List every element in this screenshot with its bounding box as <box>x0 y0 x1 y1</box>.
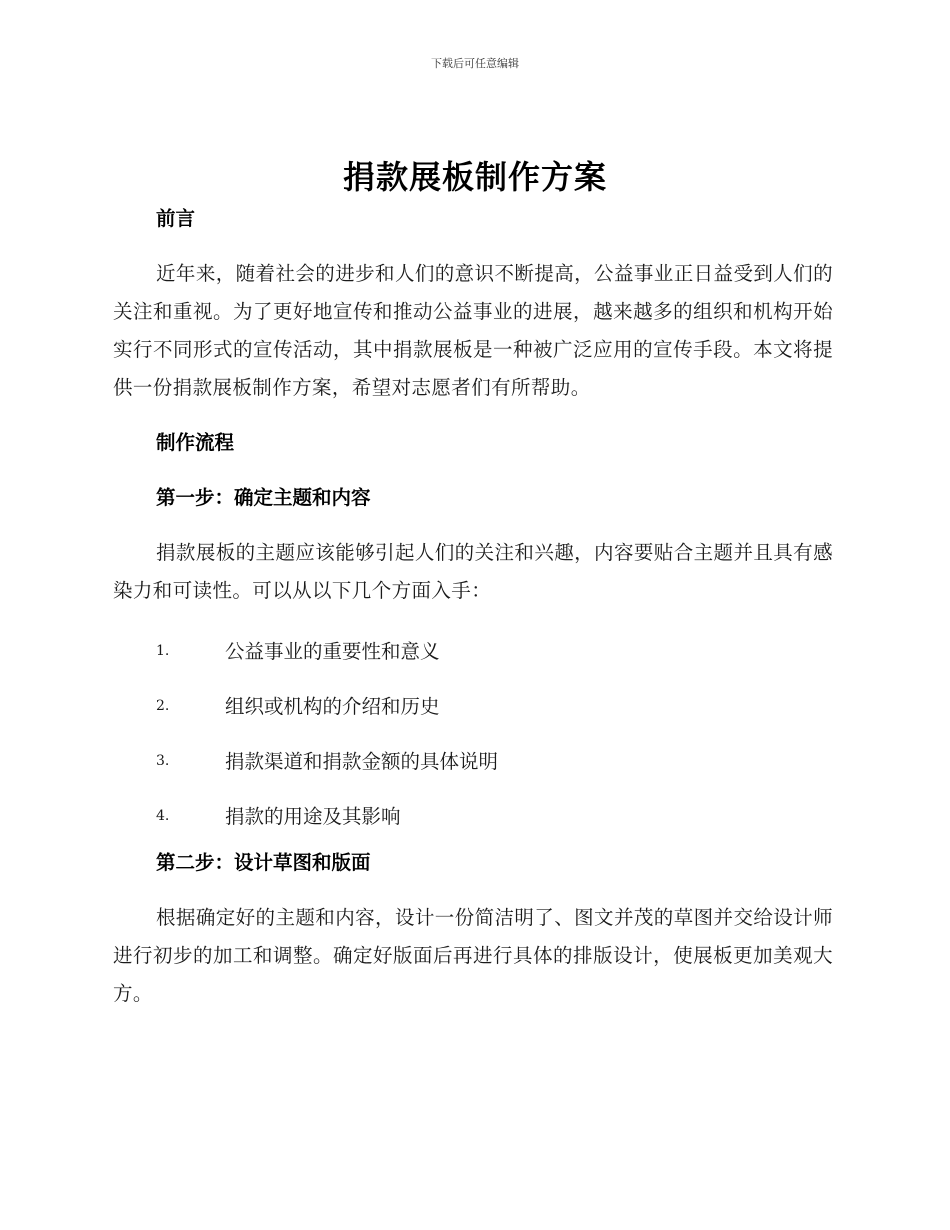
list-item-text: 公益事业的重要性和意义 <box>225 640 440 663</box>
header-note: 下载后可任意编辑 <box>431 57 519 70</box>
list-item-text: 捐款的用途及其影响 <box>225 805 401 828</box>
list-item <box>113 734 833 789</box>
step2-heading: 第二步：设计草图和版面 <box>156 851 371 874</box>
step1-list <box>113 624 833 844</box>
list-item-text: 组织或机构的介绍和历史 <box>225 695 440 718</box>
document-body <box>113 200 833 1013</box>
step1-paragraph: 捐款展板的主题应该能够引起人们的关注和兴趣，内容要贴合主题并且具有感染力和可读性。可以从以下几个方面入手： <box>113 541 833 602</box>
list-item <box>113 789 833 844</box>
list-item-number: 3. <box>156 753 170 769</box>
process-heading: 制作流程 <box>156 431 235 454</box>
step1-heading: 第一步：确定主题和内容 <box>156 486 371 509</box>
list-item-number: 2. <box>156 698 170 714</box>
list-item-number: 4. <box>156 808 170 824</box>
list-item <box>113 679 833 734</box>
list-item-number: 1. <box>156 643 170 659</box>
document-title: 捐款展板制作方案 <box>342 158 607 196</box>
preface-heading: 前言 <box>156 207 196 230</box>
step2-paragraph: 根据确定好的主题和内容，设计一份简洁明了、图文并茂的草图并交给设计师进行初步的加工和调整。确定好版面后再进行具体的排版设计，使展板更加美观大方。 <box>113 906 833 1005</box>
list-item <box>113 624 833 679</box>
list-item-text: 捐款渠道和捐款金额的具体说明 <box>225 750 499 773</box>
preface-paragraph: 近年来，随着社会的进步和人们的意识不断提高，公益事业正日益受到人们的关注和重视。为了更好地宣传和推动公益事业的进展，越来越多的组织和机构开始实行不同形式的宣传活动，其中捐款展板是一种被广泛应用的宣传手段。本文将提供一份捐款展板制作方案，希望对志愿者们有所帮助。 <box>113 262 833 399</box>
